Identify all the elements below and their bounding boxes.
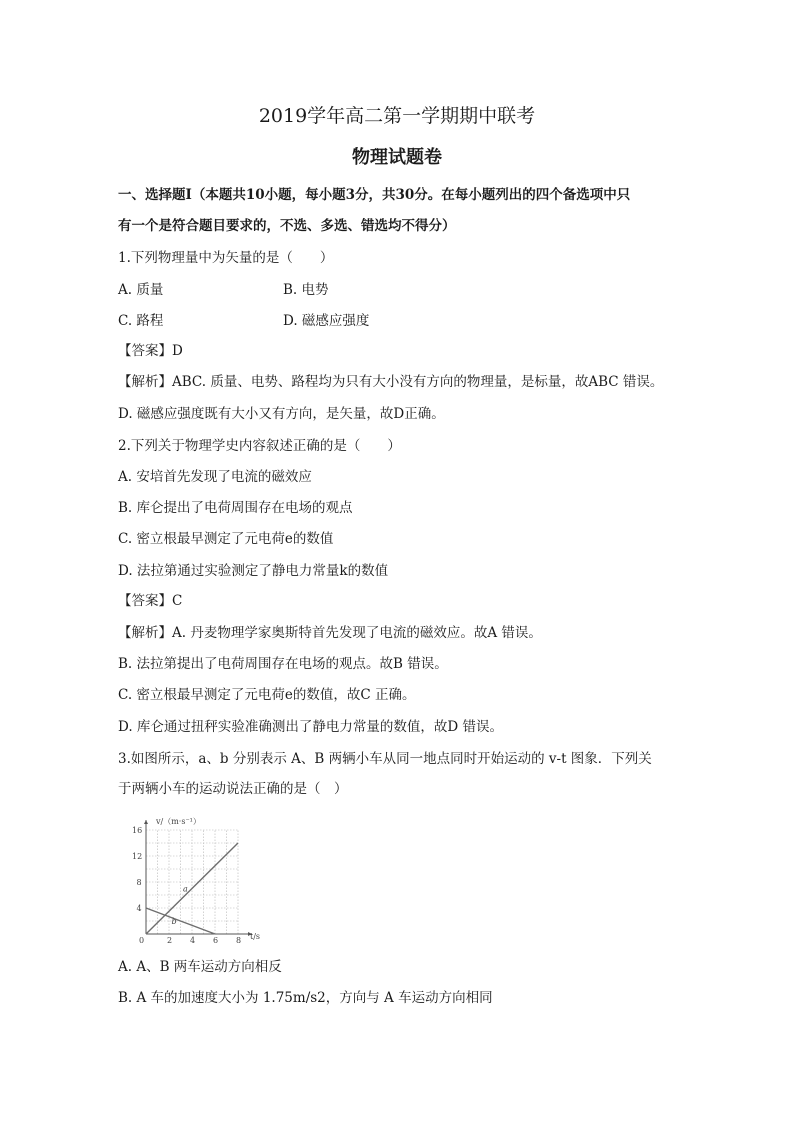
page-title: 2019学年高二第一学期期中联考 bbox=[258, 105, 536, 127]
q2-stem: 2.下列关于物理学史内容叙述正确的是（ ） bbox=[118, 438, 401, 454]
x-tick-label: 8 bbox=[236, 936, 242, 945]
q1-option-d: D. 磁感应强度 bbox=[283, 313, 370, 329]
x-tick-label: 2 bbox=[167, 936, 173, 945]
q1-option-c: C. 路程 bbox=[118, 313, 164, 329]
q3-option-b: B. A 车的加速度大小为 1.75m/s2，方向与 A 车运动方向相同 bbox=[118, 990, 493, 1006]
q1-analysis-line2: D. 磁感应强度既有大小又有方向，是矢量，故D正确。 bbox=[118, 406, 445, 422]
series-line-a bbox=[146, 843, 238, 934]
q3-stem-line1: 3.如图所示，a、b 分别表示 A、B 两辆小车从同一地点同时开始运动的 v-t 图象．下列关 bbox=[118, 751, 652, 767]
x-axis-label: t/s bbox=[250, 932, 261, 941]
y-tick-label: 12 bbox=[132, 852, 143, 861]
q2-analysis-line2: B. 法拉第提出了电荷周围存在电场的观点。故B 错误。 bbox=[118, 656, 448, 672]
q3-option-a: A. A、B 两车运动方向相反 bbox=[118, 959, 282, 975]
vt-graph bbox=[126, 812, 276, 947]
q2-answer: 【答案】C bbox=[118, 593, 183, 609]
series-label-a: a bbox=[183, 884, 188, 894]
x-tick-label: 4 bbox=[190, 936, 196, 945]
q2-option-d: D. 法拉第通过实验测定了静电力常量k的数值 bbox=[118, 563, 389, 579]
x-tick-label: 0 bbox=[139, 936, 145, 945]
graph-grid bbox=[146, 830, 238, 934]
q1-option-a: A. 质量 bbox=[118, 282, 164, 298]
y-tick-label: 4 bbox=[136, 904, 142, 913]
section-heading-line2: 有一个是符合题目要求的，不选、多选、错选均不得分） bbox=[118, 218, 456, 234]
q1-answer: 【答案】D bbox=[118, 343, 183, 359]
x-tick-label: 6 bbox=[213, 936, 219, 945]
y-axis-label: v/（m·s⁻¹） bbox=[156, 817, 201, 826]
section-heading-line1: 一、选择题Ⅰ（本题共10小题，每小题3分，共30分。在每小题列出的四个备选项中只 bbox=[118, 187, 631, 203]
q2-analysis-line1: 【解析】A. 丹麦物理学家奥斯特首先发现了电流的磁效应。故A 错误。 bbox=[118, 625, 542, 641]
page-subtitle: 物理试题卷 bbox=[352, 147, 442, 168]
q2-option-a: A. 安培首先发现了电流的磁效应 bbox=[118, 469, 312, 485]
q2-analysis-line3: C. 密立根最早测定了元电荷e的数值，故C 正确。 bbox=[118, 687, 416, 703]
q3-stem-line2: 于两辆小车的运动说法正确的是（ ） bbox=[118, 781, 348, 797]
series-label-b: b bbox=[171, 917, 177, 926]
q1-stem: 1.下列物理量中为矢量的是（ ） bbox=[118, 250, 334, 266]
q2-option-c: C. 密立根最早测定了元电荷e的数值 bbox=[118, 531, 334, 547]
y-tick-label: 16 bbox=[132, 826, 143, 835]
y-axis-arrow bbox=[144, 820, 148, 824]
q2-analysis-line4: D. 库仑通过扭秤实验准确测出了静电力常量的数值，故D 错误。 bbox=[118, 719, 504, 735]
y-tick-label: 8 bbox=[136, 878, 142, 887]
graph-axes bbox=[144, 820, 252, 936]
q1-option-b: B. 电势 bbox=[283, 282, 329, 298]
q2-option-b: B. 库仑提出了电荷周围存在电场的观点 bbox=[118, 500, 353, 516]
graph-series bbox=[146, 843, 238, 934]
q1-analysis-line1: 【解析】ABC. 质量、电势、路程均为只有大小没有方向的物理量，是标量，故ABC 错误。 bbox=[118, 374, 664, 390]
